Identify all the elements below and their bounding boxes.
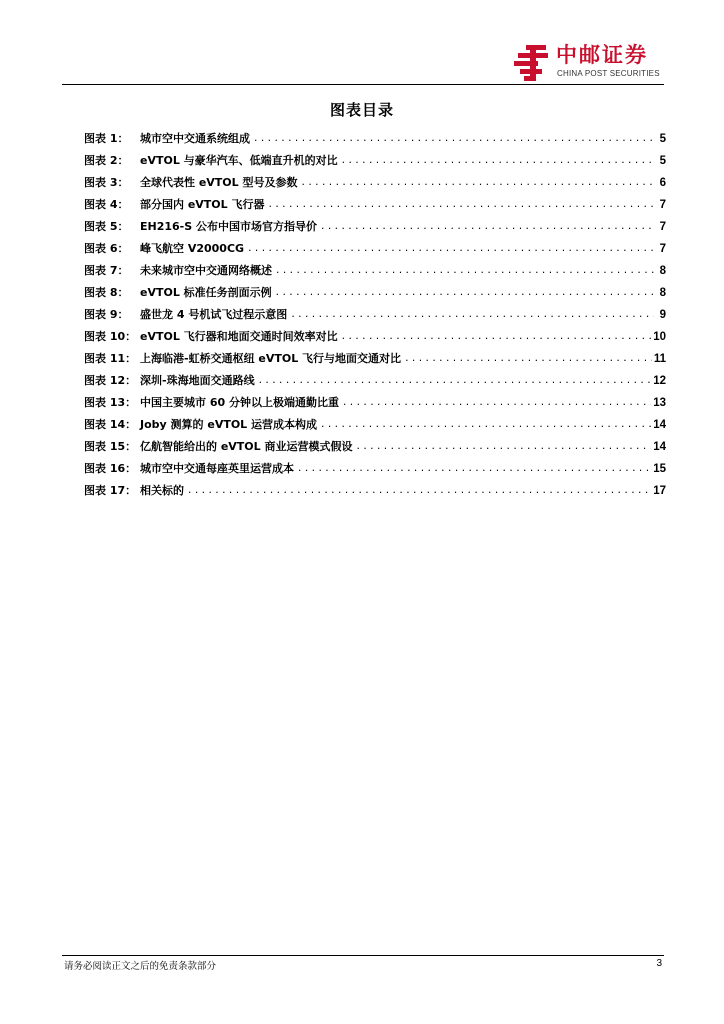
toc-entry-page: 11 bbox=[653, 353, 666, 365]
toc-entry-page: 13 bbox=[653, 397, 666, 409]
toc-entry-label: 图表 2： bbox=[84, 154, 129, 167]
toc-entry-title: 城市空中交通系统组成 bbox=[140, 132, 250, 145]
toc-entry-page: 9 bbox=[659, 309, 666, 321]
toc-entry-title: 深圳-珠海地面交通路线 bbox=[140, 374, 255, 387]
toc-entry-page: 7 bbox=[659, 199, 666, 211]
toc-entry[interactable] bbox=[84, 304, 666, 326]
toc-entry-page: 17 bbox=[653, 485, 666, 497]
toc-entry-page: 5 bbox=[659, 155, 666, 167]
toc-entry-title: 相关标的 bbox=[140, 484, 184, 497]
toc-entry[interactable] bbox=[84, 348, 666, 370]
toc-entry-title: 上海临港-虹桥交通枢纽 eVTOL 飞行与地面交通对比 bbox=[140, 352, 402, 365]
toc-entry[interactable] bbox=[84, 128, 666, 150]
toc-entry[interactable] bbox=[84, 436, 666, 458]
toc-entry-label: 图表 11： bbox=[84, 352, 137, 365]
toc-entry-page: 8 bbox=[659, 287, 666, 299]
page-header bbox=[0, 0, 724, 90]
toc-entry-label: 图表 5： bbox=[84, 220, 129, 233]
toc-leader-dots bbox=[320, 413, 651, 436]
toc-leader-dots bbox=[275, 259, 654, 282]
toc-entry-page: 10 bbox=[653, 331, 666, 343]
toc-entry[interactable] bbox=[84, 458, 666, 480]
toc-entry-label: 图表 7： bbox=[84, 264, 129, 277]
toc-entry[interactable] bbox=[84, 392, 666, 414]
toc-entry-label: 图表 9： bbox=[84, 308, 129, 321]
toc-entry-title: eVTOL 与豪华汽车、低端直升机的对比 bbox=[140, 154, 338, 167]
toc-entry-label: 图表 13： bbox=[84, 396, 137, 409]
toc-leader-dots bbox=[247, 237, 654, 260]
toc-leader-dots bbox=[404, 347, 652, 370]
toc-leader-dots bbox=[187, 479, 651, 502]
toc-entry-title: 全球代表性 eVTOL 型号及参数 bbox=[140, 176, 298, 189]
toc-entry-label: 图表 14： bbox=[84, 418, 137, 431]
toc-entry-page: 7 bbox=[659, 221, 666, 233]
toc-entry[interactable] bbox=[84, 414, 666, 436]
toc-leader-dots bbox=[290, 303, 654, 326]
toc-entry-page: 6 bbox=[659, 177, 666, 189]
toc-leader-dots bbox=[297, 457, 651, 480]
toc-entry-label: 图表 4： bbox=[84, 198, 129, 211]
toc-entry-label: 图表 6： bbox=[84, 242, 129, 255]
toc-entry[interactable] bbox=[84, 282, 666, 304]
toc-leader-dots bbox=[341, 325, 652, 348]
toc-entry-title: 亿航智能给出的 eVTOL 商业运营模式假设 bbox=[140, 440, 353, 453]
toc-entry-page: 14 bbox=[653, 419, 666, 431]
china-post-logo-icon bbox=[512, 43, 552, 83]
toc-entry-page: 8 bbox=[659, 265, 666, 277]
toc-entry-title: 中国主要城市 60 分钟以上极端通勤比重 bbox=[140, 396, 339, 409]
header-divider bbox=[62, 84, 664, 85]
toc-entry-title: eVTOL 标准任务剖面示例 bbox=[140, 286, 272, 299]
toc-entry[interactable] bbox=[84, 194, 666, 216]
toc-entry-label: 图表 15： bbox=[84, 440, 137, 453]
toc-entry[interactable] bbox=[84, 480, 666, 502]
toc-leader-dots bbox=[268, 193, 655, 216]
toc-entry[interactable] bbox=[84, 172, 666, 194]
toc-leader-dots bbox=[275, 281, 654, 304]
toc-entry-page: 15 bbox=[653, 463, 666, 475]
toc-entry[interactable] bbox=[84, 326, 666, 348]
toc-entry[interactable] bbox=[84, 238, 666, 260]
toc-entry[interactable] bbox=[84, 260, 666, 282]
toc-entry[interactable] bbox=[84, 370, 666, 392]
toc-entry-title: 部分国内 eVTOL 飞行器 bbox=[140, 198, 265, 211]
toc-leader-dots bbox=[342, 391, 651, 414]
toc-entry-title: 峰飞航空 V2000CG bbox=[140, 242, 245, 255]
toc-entry-page: 12 bbox=[653, 375, 666, 387]
toc-entry-title: Joby 测算的 eVTOL 运营成本构成 bbox=[140, 418, 318, 431]
toc-entry-title: eVTOL 飞行器和地面交通时间效率对比 bbox=[140, 330, 338, 343]
toc-entry-label: 图表 16： bbox=[84, 462, 137, 475]
toc-title: 图表目录 bbox=[329, 101, 394, 119]
disclaimer-note: 请务必阅读正文之后的免责条款部分 bbox=[64, 961, 217, 972]
brand-name-en: CHINA POST SECURITIES bbox=[557, 69, 660, 78]
toc-entry-label: 图表 10： bbox=[84, 330, 137, 343]
toc-leader-dots bbox=[253, 127, 654, 150]
toc-entry-page: 5 bbox=[659, 133, 666, 145]
toc-entry-label: 图表 3： bbox=[84, 176, 129, 189]
brand-name-cn: 中邮证券 bbox=[556, 43, 648, 67]
toc-leader-dots bbox=[301, 171, 655, 194]
toc-entry-label: 图表 1： bbox=[84, 132, 129, 145]
toc-entry-page: 7 bbox=[659, 243, 666, 255]
toc-leader-dots bbox=[341, 149, 654, 172]
toc-leader-dots bbox=[356, 435, 652, 458]
toc-entry-label: 图表 8： bbox=[84, 286, 129, 299]
toc-entry-label: 图表 12： bbox=[84, 374, 137, 387]
toc-entry-title: 盛世龙 4 号机试飞过程示意图 bbox=[140, 308, 288, 321]
toc-entry[interactable] bbox=[84, 216, 666, 238]
toc-entry-title: EH216-S 公布中国市场官方指导价 bbox=[140, 220, 317, 233]
toc-entry-title: 未来城市空中交通网络概述 bbox=[140, 264, 272, 277]
toc-leader-dots bbox=[258, 369, 652, 392]
page-number: 3 bbox=[656, 958, 662, 969]
table-of-figures bbox=[84, 128, 666, 502]
footer-divider bbox=[62, 955, 664, 956]
toc-entry-label: 图表 17： bbox=[84, 484, 137, 497]
toc-entry[interactable] bbox=[84, 150, 666, 172]
toc-entry-page: 14 bbox=[653, 441, 666, 453]
toc-entry-title: 城市空中交通每座英里运营成本 bbox=[140, 462, 294, 475]
toc-leader-dots bbox=[320, 215, 654, 238]
